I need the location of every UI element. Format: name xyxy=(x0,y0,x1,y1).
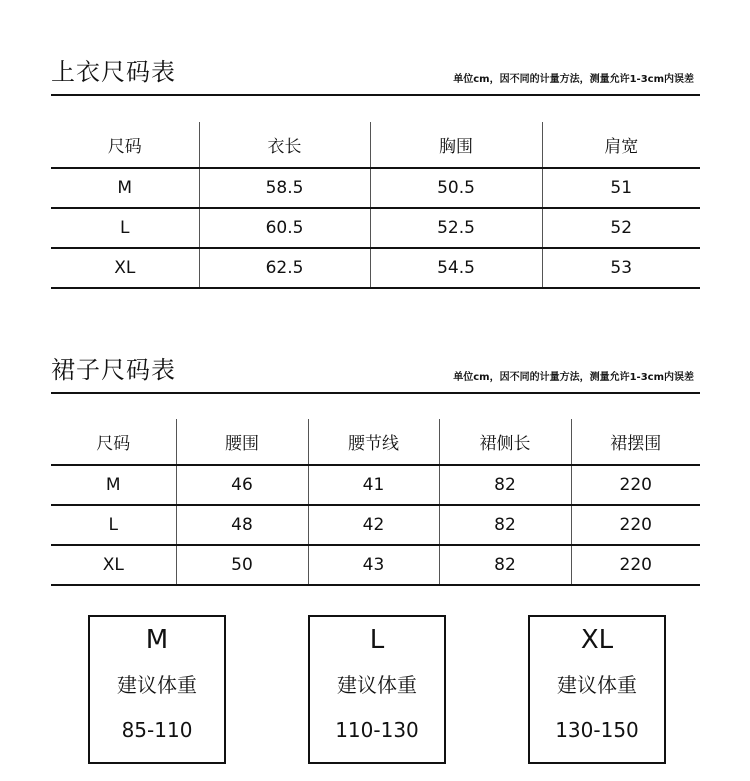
header-hem: 裙摆围 xyxy=(571,419,700,465)
cell: XL xyxy=(51,248,199,288)
table-header-row xyxy=(51,419,700,465)
card-weight-range: 110-130 xyxy=(335,718,419,742)
weight-card-l xyxy=(308,615,446,764)
cell: 50.5 xyxy=(370,168,542,208)
table-row xyxy=(51,465,700,505)
weight-card-m xyxy=(88,615,226,764)
cell: 42 xyxy=(308,505,439,545)
cell: 82 xyxy=(439,505,571,545)
cell: 51 xyxy=(542,168,700,208)
card-size: M xyxy=(145,625,169,655)
top-size-section xyxy=(51,50,700,290)
cell: 52.5 xyxy=(370,208,542,248)
header-side-length: 裙侧长 xyxy=(439,419,571,465)
cell: M xyxy=(51,465,176,505)
card-weight-range: 130-150 xyxy=(555,718,639,742)
skirt-size-title: 裙子尺码表 xyxy=(51,356,176,384)
weight-card-xl xyxy=(528,615,666,764)
header-shoulder: 肩宽 xyxy=(542,122,700,168)
header-size: 尺码 xyxy=(107,137,142,157)
skirt-measure-note: 单位cm，因不同的计量方法，测量允许1-3cm内误差 xyxy=(453,372,694,383)
skirt-size-table xyxy=(51,419,700,586)
cell: 220 xyxy=(571,545,700,585)
top-title-rule xyxy=(51,94,700,96)
skirt-title-rule xyxy=(51,392,700,394)
cell: 58.5 xyxy=(199,168,370,208)
top-size-title: 上衣尺码表 xyxy=(51,58,176,86)
cell: 50 xyxy=(176,545,308,585)
top-size-table xyxy=(51,122,700,289)
cell: M xyxy=(51,168,199,208)
cell: 60.5 xyxy=(199,208,370,248)
cell: 43 xyxy=(308,545,439,585)
header-waist: 腰围 xyxy=(176,419,308,465)
cell: 52 xyxy=(542,208,700,248)
cell: 62.5 xyxy=(199,248,370,288)
cell: 41 xyxy=(308,465,439,505)
top-measure-note: 单位cm，因不同的计量方法，测量允许1-3cm内误差 xyxy=(453,74,694,85)
cell: 46 xyxy=(176,465,308,505)
cell: 54.5 xyxy=(370,248,542,288)
card-label: 建议体重 xyxy=(337,673,417,697)
table-row xyxy=(51,505,700,545)
header-length: 衣长 xyxy=(199,122,370,168)
card-size: XL xyxy=(580,625,614,655)
table-row xyxy=(51,208,700,248)
cell: XL xyxy=(51,545,176,585)
card-weight-range: 85-110 xyxy=(121,718,193,742)
cell: 53 xyxy=(542,248,700,288)
header-chest: 胸围 xyxy=(370,122,542,168)
card-size: L xyxy=(369,625,385,655)
cell: 220 xyxy=(571,465,700,505)
header-size: 尺码 xyxy=(96,434,131,454)
skirt-size-section xyxy=(51,348,700,588)
cell: L xyxy=(51,505,176,545)
cell: 220 xyxy=(571,505,700,545)
cell: 82 xyxy=(439,545,571,585)
cell: 48 xyxy=(176,505,308,545)
cell: L xyxy=(51,208,199,248)
header-waistline: 腰节线 xyxy=(308,419,439,465)
table-row xyxy=(51,168,700,208)
card-label: 建议体重 xyxy=(557,673,637,697)
table-row xyxy=(51,248,700,288)
table-header-row xyxy=(51,122,700,168)
cell: 82 xyxy=(439,465,571,505)
card-label: 建议体重 xyxy=(117,673,197,697)
table-row xyxy=(51,545,700,585)
